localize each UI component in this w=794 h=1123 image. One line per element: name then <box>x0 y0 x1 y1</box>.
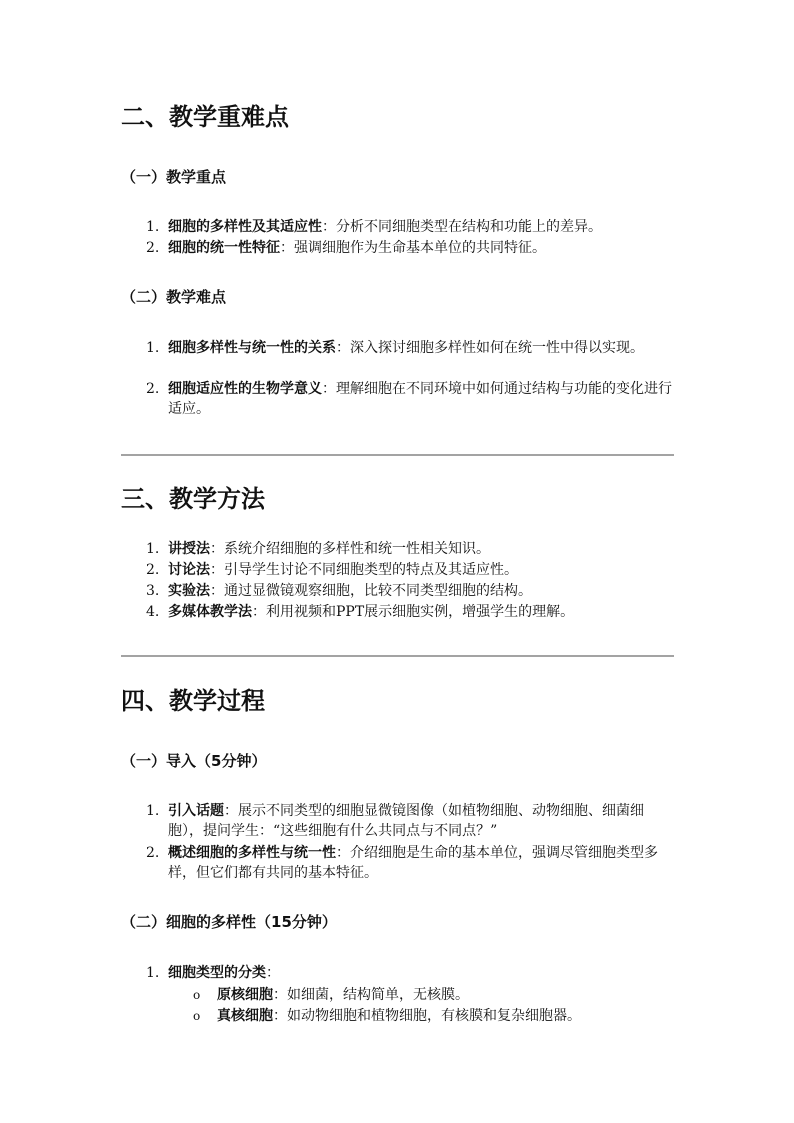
list-item <box>146 338 676 358</box>
list-item <box>146 560 676 580</box>
list-item-term: 细胞适应性的生物学意义 <box>168 381 322 397</box>
list-item-text: ：理解细胞在不同环境中如何通过结构与功能的变化进行适应。 <box>168 381 672 417</box>
list-item-text: ：展示不同类型的细胞显微镜图像（如植物细胞、动物细胞、细菌细胞），提问学生：“这些细胞有什么共同点与不同点？” <box>168 803 644 839</box>
list-number: 2. <box>146 562 160 578</box>
subsection-heading-introduction: （一）导入（5分钟） <box>121 752 267 770</box>
list-number: 1. <box>146 965 160 981</box>
list-item <box>146 602 676 622</box>
section-divider <box>121 655 674 657</box>
list-item-text: ：系统介绍细胞的多样性和统一性相关知识。 <box>210 541 490 557</box>
list-item <box>146 801 676 841</box>
list-item-term: 细胞类型的分类 <box>168 965 266 981</box>
list-item-text: ：分析不同细胞类型在结构和功能上的差异。 <box>322 219 602 235</box>
list-item-term: 多媒体教学法 <box>168 604 252 620</box>
list-number: 1. <box>146 340 160 356</box>
sub-list-item-term: 原核细胞 <box>217 987 273 1003</box>
section-heading-2: 二、教学重难点 <box>121 103 289 131</box>
list-item <box>146 963 676 983</box>
list-item-text: ：强调细胞作为生命基本单位的共同特征。 <box>280 240 546 256</box>
list-item <box>146 581 676 601</box>
section-divider <box>121 454 674 456</box>
list-item-term: 细胞的统一性特征 <box>168 240 280 256</box>
list-item <box>146 843 676 883</box>
list-number: 1. <box>146 803 160 819</box>
circle-bullet-icon: o <box>193 1009 201 1023</box>
list-number: 2. <box>146 381 160 397</box>
sub-list-item-term: 真核细胞 <box>217 1008 273 1024</box>
list-number: 1. <box>146 541 160 557</box>
list-item-term: 实验法 <box>168 583 210 599</box>
list-item-term: 概述细胞的多样性与统一性 <box>168 845 336 861</box>
list-item-term: 讲授法 <box>168 541 210 557</box>
section-heading-4: 四、教学过程 <box>121 687 265 715</box>
section-heading-3: 三、教学方法 <box>121 485 265 513</box>
sub-list-item-text: ：如动物细胞和植物细胞，有核膜和复杂细胞器。 <box>273 1008 581 1024</box>
list-item-term: 讨论法 <box>168 562 210 578</box>
list-item <box>146 539 676 559</box>
list-item-text: ：通过显微镜观察细胞，比较不同类型细胞的结构。 <box>210 583 532 599</box>
list-number: 4. <box>146 604 160 620</box>
list-item-text: ：深入探讨细胞多样性如何在统一性中得以实现。 <box>336 340 644 356</box>
list-item <box>146 238 676 258</box>
subsection-heading-key-points: （一）教学重点 <box>121 168 227 186</box>
list-item-text: ：引导学生讨论不同细胞类型的特点及其适应性。 <box>210 562 518 578</box>
sub-list-item-text: ：如细菌，结构简单，无核膜。 <box>273 987 469 1003</box>
subsection-heading-difficulties: （二）教学难点 <box>121 288 227 306</box>
list-item-term: 细胞多样性与统一性的关系 <box>168 340 336 356</box>
sub-list-item <box>193 1006 673 1026</box>
list-item-text: ： <box>266 965 280 981</box>
list-number: 2. <box>146 240 160 256</box>
circle-bullet-icon: o <box>193 988 201 1002</box>
list-item-text: ：利用视频和PPT展示细胞实例，增强学生的理解。 <box>252 604 575 620</box>
list-item-term: 引入话题 <box>168 803 224 819</box>
list-item <box>146 379 676 419</box>
list-item <box>146 217 676 237</box>
list-number: 2. <box>146 845 160 861</box>
subsection-heading-diversity: （二）细胞的多样性（15分钟） <box>121 913 337 931</box>
list-item-term: 细胞的多样性及其适应性 <box>168 219 322 235</box>
list-item-text: ：介绍细胞是生命的基本单位，强调尽管细胞类型多样，但它们都有共同的基本特征。 <box>168 845 658 881</box>
list-number: 1. <box>146 219 160 235</box>
list-number: 3. <box>146 583 160 599</box>
sub-list-item <box>193 985 673 1005</box>
